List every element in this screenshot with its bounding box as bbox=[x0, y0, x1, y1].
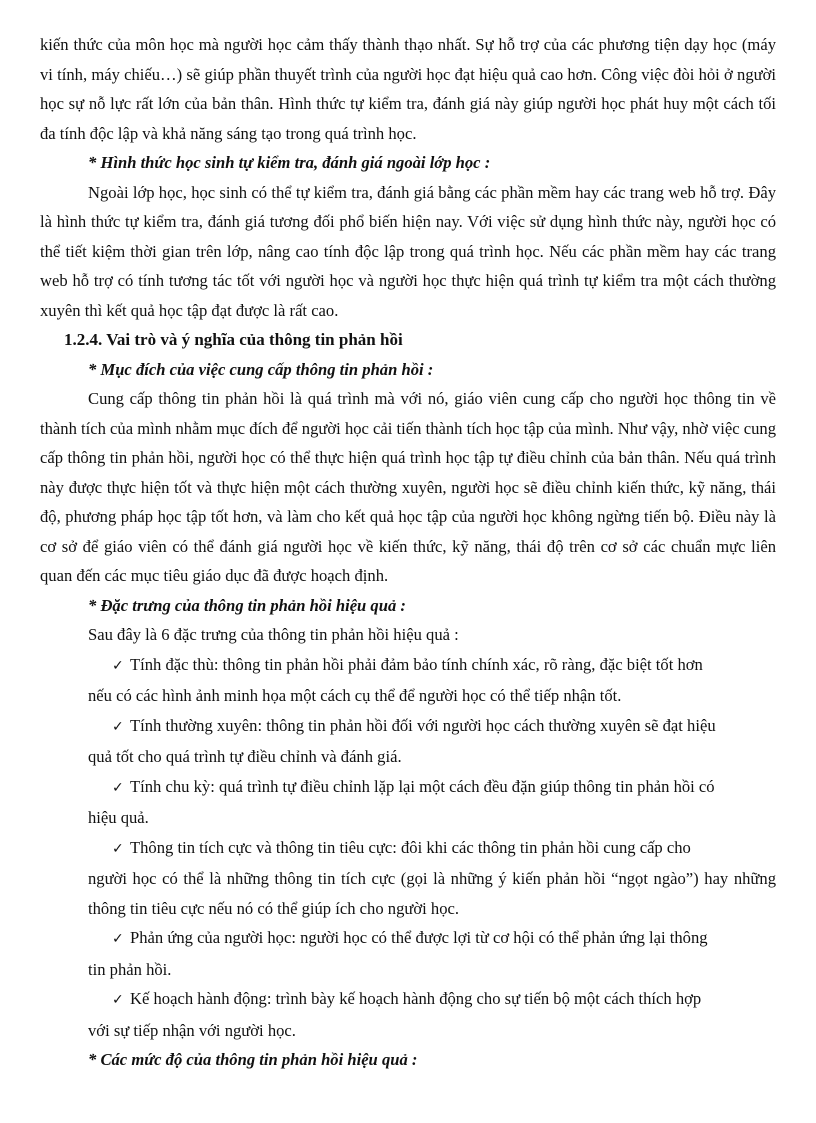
traits-intro: Sau đây là 6 đặc trưng của thông tin phản hồi hiệu quả : bbox=[88, 625, 459, 644]
trait-item bbox=[88, 772, 776, 833]
page-content bbox=[40, 30, 776, 1075]
subheading-purpose: * Mục đích của việc cung cấp thông tin phản hồi : bbox=[88, 359, 434, 379]
trait-continuation: quả tốt cho quá trình tự điều chỉnh và đánh giá. bbox=[88, 747, 402, 766]
trait-first-line bbox=[88, 711, 776, 743]
trait-continuation: nếu có các hình ảnh minh họa một cách cụ thể để người học có thể tiếp nhận tốt. bbox=[88, 686, 622, 705]
body-paragraph-self-check: Ngoài lớp học, học sinh có thể tự kiểm tra, đánh giá bằng các phần mềm hay các trang web hỗ trợ. Đây là hình thức tự kiểm tra, đánh giá tương đối phổ biến hiện nay. Với việc sử dụng hình thức này, người học có thể tiết kiệm thời gian trên lớp, nâng cao tính độc lập trong quá trình học. Nếu các phần mềm hay các trang web hỗ trợ có tính tương tác tốt với người học và người học thực hiện quá trình tự kiểm tra một cách thường xuyên thì kết quả học tập đạt được là rất cao. bbox=[40, 182, 776, 320]
trait-first-line bbox=[88, 833, 776, 865]
trait-item bbox=[88, 711, 776, 772]
trait-text: Phản ứng của người học: người học có thể được lợi từ cơ hội có thể phản ứng lại thông bbox=[130, 928, 708, 947]
section-title: 1.2.4. Vai trò và ý nghĩa của thông tin phản hồi bbox=[64, 330, 403, 349]
trait-continuation: hiệu quả. bbox=[88, 808, 149, 827]
trait-first-line bbox=[88, 772, 776, 804]
trait-text: Thông tin tích cực và thông tin tiêu cực: đôi khi các thông tin phản hồi cung cấp cho bbox=[130, 837, 691, 857]
checkmark-icon: ✓ bbox=[112, 779, 124, 796]
subheading-self-check: * Hình thức học sinh tự kiểm tra, đánh giá ngoài lớp học : bbox=[88, 153, 491, 172]
checkmark-icon: ✓ bbox=[112, 657, 124, 674]
trait-text: Kế hoạch hành động: trình bày kế hoạch hành động cho sự tiến bộ một cách thích hợp bbox=[130, 989, 702, 1008]
body-paragraph-top: kiến thức của môn học mà người học cảm thấy thành thạo nhất. Sự hỗ trợ của các phương tiện dạy học (máy vi tính, máy chiếu…) sẽ giúp phần thuyết trình của người học đạt hiệu quả cao hơn. Công việc đòi hỏi ở người học sự nỗ lực rất lớn của bản thân. Hình thức tự kiểm tra, đánh giá này giúp người học phát huy một cách tối đa tính độc lập và khả năng sáng tạo trong quá trình học. bbox=[40, 35, 776, 143]
checkmark-icon: ✓ bbox=[112, 718, 124, 735]
subheading-levels: * Các mức độ của thông tin phản hồi hiệu quả : bbox=[88, 1050, 418, 1069]
subheading-traits: * Đặc trưng của thông tin phản hồi hiệu quả : bbox=[88, 595, 406, 615]
trait-item bbox=[88, 833, 776, 924]
trait-first-line bbox=[88, 923, 776, 955]
trait-text: Tính chu kỳ: quá trình tự điều chỉnh lặp lại một cách đều đặn giúp thông tin phản hồi có bbox=[130, 776, 715, 796]
trait-first-line bbox=[88, 984, 776, 1016]
checkmark-icon: ✓ bbox=[112, 992, 124, 1008]
checkmark-icon: ✓ bbox=[112, 931, 124, 947]
body-paragraph-purpose: Cung cấp thông tin phản hồi là quá trình mà với nó, giáo viên cung cấp cho người học thông tin về thành tích của mình nhằm mục đích để người học cải tiến thành tích học tập của mình. Như vậy, nhờ việc cung cấp thông tin phản hồi, người học có thể thực hiện quá trình học tập tự điều chỉnh của bản thân. Nếu quá trình này được thực hiện tốt và thực hiện một cách thường xuyên, người học sẽ điều chỉnh kiến thức, kỹ năng, thái độ, phương pháp học tập tốt hơn, và làm cho kết quả học tập của người học không ngừng tiến bộ. Điều này là cơ sở để giáo viên có thể đánh giá người học về kiến thức, kỹ năng, thái độ trên cơ sở các chuẩn mực liên quan đến các mục tiêu giáo dục đã được hoạch định. bbox=[40, 389, 776, 585]
trait-continuation: người học có thể là những thông tin tích cực (gọi là những ý kiến phản hồi “ngọt ngào”) hay những thông tin tiêu cực nếu nó có thể giúp ích cho người học. bbox=[88, 869, 776, 918]
trait-first-line bbox=[88, 650, 776, 682]
trait-continuation: tin phản hồi. bbox=[88, 959, 172, 979]
trait-text: Tính thường xuyên: thông tin phản hồi đối với người học cách thường xuyên sẽ đạt hiệu bbox=[130, 715, 716, 735]
trait-item bbox=[88, 650, 776, 711]
trait-item bbox=[88, 984, 776, 1045]
trait-continuation: với sự tiếp nhận với người học. bbox=[88, 1020, 296, 1040]
trait-text: Tính đặc thù: thông tin phản hồi phải đảm bảo tính chính xác, rõ ràng, đặc biệt tốt hơn bbox=[130, 654, 703, 674]
trait-item bbox=[88, 923, 776, 984]
checkmark-icon: ✓ bbox=[112, 840, 124, 857]
